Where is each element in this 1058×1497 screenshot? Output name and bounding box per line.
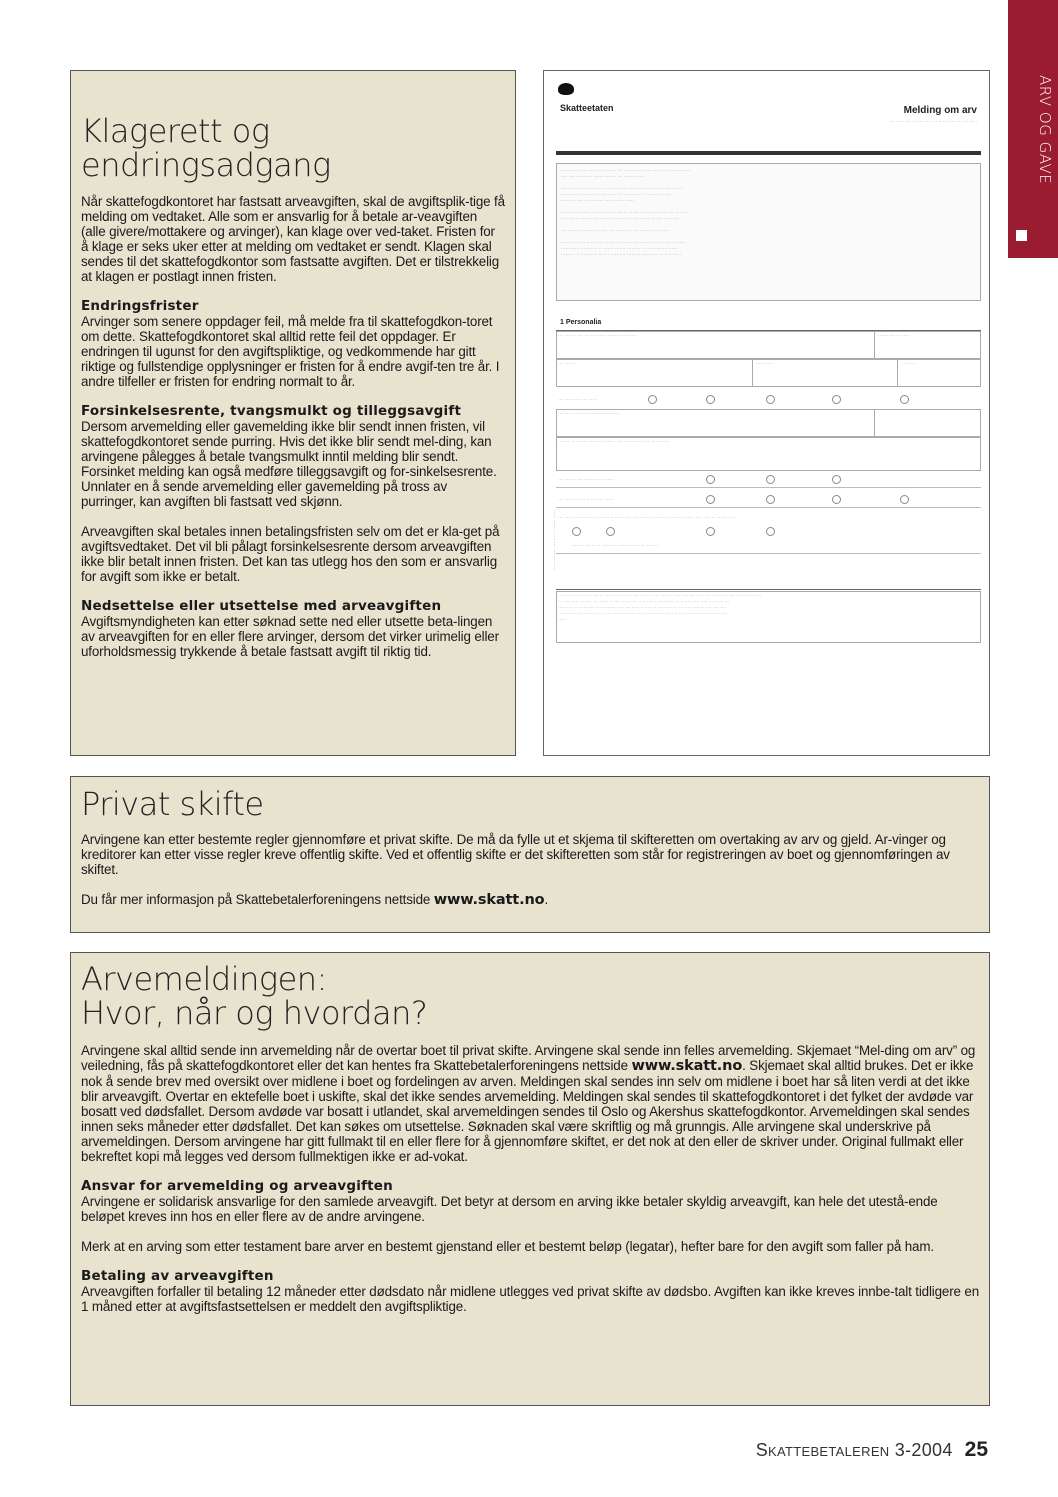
ansvar-heading: Ansvar for arvemelding og arveavgiften [81,1178,393,1195]
skatteetaten-logo-icon [558,83,574,95]
privat-skifte-paragraph: Arvingene kan etter bestemte regler gjennomføre et privat skifte. De må da fylle ut et skjema til skifteretten om overtaking av arv og gjeld. Ar-vinger og kreditorer kan etter visse regler kreve offentlig skifte. Ved et offentlig skifte er det skifteretten som står for registreringen av boet og gjennomføringen av skiftet. [81,831,950,877]
skatt-link-2[interactable]: www.skatt.no [631,1058,743,1075]
forsinkelsesrente-heading: Forsinkelsesrente, tvangsmulkt og tilleggsavgift [81,403,462,420]
form-title: Melding om arv [903,105,977,116]
privat-skifte-box [70,776,990,933]
section-tab-label: ARV OG GAVE [1036,75,1054,185]
forsinkelsesrente-text: Dersom arvemelding eller gavemelding ikke blir sendt innen fristen, vil skattefogdkontoret sende purring. Hvis det ikke blir sendt mel-ding, kan arvingene pålegges å betale tvangsmulkt inntil melding blir sendt. Forsinket melding kan også medføre tilleggsavgift og for-sinkelsesrente. Unnlater en å sende arvemelding eller gavemelding på tross av purringer, kan avgiften bli fastsatt ved skjønn. [81,419,497,510]
page-footer [756,1438,988,1462]
arvemeldingen-box [70,952,990,1406]
privat-skifte-heading: Privat skifte [81,785,264,823]
magazine-name: Skattebetaleren 3-2004 [755,1440,953,1460]
nedsettelse-text: Avgiftsmyndigheten kan etter søknad sette ned eller utsette beta-lingen av arveavgiften for en eller flere arvinger, dersom det virker urimelig eller uforholdsmessig trykkende å betale fastsatt avgift til riktig tid. [81,614,499,660]
form-instructions: ··········· ····· ······· ··· ······· ··· ·········· ·· ···· ······ ·· ········ ······· ···· ···· ····· ····· ······· ······· ··· ········ ····· ···· ······· ·· ··········· ·· ··· ·········· ····· ··· ··· ··· ····· ···· ······· ············ ··· ······ ·· ··········· ·· ····· ······ ·· ········ ·· ····· ······· ·· ···· ·· ········· ····· ······· ······ ········ ··· ······· ··· ·· ··· ····· ······· ······ ·· ········· ······ ··· ·· ····· ··· ····· ·· ········ ········ ·· ········ ·· ······ ······· ·· ···· ···· ····· ···· ······· ·· ········ · ···· ···· ····· ·· ·· ··· ······· ······ ····· ········· ··· ····· ·· ····· · ····· ·· ······· ···· ···· ··· ··· ·· ····· ··· ····· ············ ········ ·· ·· ······· ······· ········· ·· ······ ······· ······ ········· ·· ··········· ····· ·· ········· ····················· ······· ······ [556,163,981,301]
endringsfrister-text: Arvinger som senere oppdager feil, må melde fra til skattefogdkon-toret om dette. Skattefogdkontoret skal alltid rette feil det oppdager. Er endringen til ugunst for den avgiftspliktige, og vedkommende har gitt riktige og fullstendige opplysninger er fristen for å endre avgif-ten tre år. I andre tilfeller er fristen for endring normalt to år. [81,314,500,390]
klagerett-paragraph: Når skattefogdkontoret har fastsatt arveavgiften, skal de avgiftsplik-tige få melding om vedtaket. Alle som er ansvarlig for å betale ar-veavgiften (alle givere/mottakere og arvinger), kan klage over ved-taket. Fristen for å klage er seks uker etter at melding om vedtaket er sendt. Klagen skal sendes til det skattefogdkontor som fastsatte avgiften. Det er tilstrekkelig at klagen er postlagt innen fristen. [81,194,505,285]
page-number: 25 [964,1438,988,1461]
form-agency: Skatteetaten [560,103,614,113]
form-section: 1 Personalia [560,319,602,326]
tab-square-icon [1016,230,1027,241]
endringsfrister-heading: Endringsfrister [81,298,199,315]
betaling-heading: Betaling av arveavgiften [81,1268,274,1285]
ansvar-text: Arvingene er solidarisk ansvarlige for den samlede arveavgift. Det betyr at dersom en arving ikke betaler skyldig arveavgift, kan hele det utestå-ende beløpet kreves inn hos en eller flere av de andre arvingene. [81,1194,938,1225]
legatar-text: Merk at en arving som etter testament bare arver en bestemt gjenstand eller et bestemt beløp (legatar), hefter bare for den avgift som faller på ham. [81,1239,934,1255]
privat-skifte-info: Du får mer informasjon på Skattebetalerforeningens nettside www.skatt.no. [81,891,549,908]
form-image: Skatteetaten Melding om arv ··· ···· ····· ·· ···· ···· ·· ···· ···· ···· ·· ···· ····· ··········· ····· ······· ··· ······· ··· ·········· ·· ···· ······ ·· ········ ······· ···· ···· ····· ····· ······· ······· ··· ········ ····· ···· ······· ·· ··········· ·· ··· ·········· ····· ··· ··· ··· ····· ···· ······· ············ ··· ······ ·· ··········· ·· ····· ······ ·· ········ ·· ····· ······· ·· ···· ·· ········· ····· ······· ······ ········ ··· ······· ··· ·· ··· ····· ······· ······ ·· ········· ······ ··· ·· ····· ··· ····· ·· ········ ········ ·· ········ ·· ······ ······· ·· ···· ···· ····· ···· ······· ·· ········ · ···· ···· ····· ·· ·· ··· ······· ······ ····· ········· ··· ····· ·· ····· · ····· ·· ······· ···· ···· ··· ··· ·· ····· ··· ····· ············ ········ ·· ·· ······· ······· ········· ·· ······ ······· ······ ········· ·· ··········· ····· ·· ········· ····················· ······· ······ 1 Personalia ··· ········ ···· ··· ·········· ······· ··········· ··········· ··· ····· ···· ······· ······ ···· ········· ··· ··········· ···· ····· ··· ······ ·· ········ ·········· ······· ········ ·· ········ ········· ······· ···· ·············· ·· ··· ········ ··· ········ ············ ···· ······ ··· ······ ······· ·· ·· ····· ······ ··· ······ ······ ······· ··········· ······ ····· ··· ······· ·· ········ ·········· ····· ··· · ···· ··· ······ ·· ·· ········ ······· ·· ········· ··············· ·· ········· ·· ······ ··· ···· ···· ······ · ··· ··· ··· ····· ········ ·· · ··· ····· ·· ····· ···· ····· ···· ·· ········· ·· ·················· ·· · · ···· ····· ········ ··· ······ ·· ···· ·········· ······ ····· ··········· ·· ······· ····· ···· ·· ······· ··· ·········· ·· ·········· ·············· ···· ··· ····· ·· ····· ·· ········· ··· ··· ···· ····· ·· ···· ···· ···· ············ ········· ·· ··· ·· ··· ··············· ····· ······· ···· ····· ·· ·· ······· ····· ······ ········ ····· ·· ··········· ········· · ······· ······ [543,70,990,756]
form-rule [556,151,981,155]
skatt-link[interactable]: www.skatt.no [433,891,545,908]
betaling-text: Arveavgiften forfaller til betaling 12 måneder etter dødsdato når midlene utlegges ved privat skifte av dødsbo. Avgiften kan ikke kreves innbe-talt tidligere en 1 måned etter at avgiftsfastsettelsen er meddelt den avgiftspliktige. [81,1284,979,1315]
betalingsfrist-text: Arveavgiften skal betales innen betalingsfristen selv om det er kla-get på avgiftsvedtaket. Det vil bli pålagt forsinkelsesrente dersom arveavgiften ikke blir betalt innen fristen. Det kan tas utlegg hos den som er ansvarlig for avgift som ikke er betalt. [81,524,500,585]
nedsettelse-heading: Nedsettelse eller utsettelse med arveavgiften [81,598,442,615]
klagerett-heading: Klagerett og endringsadgang [81,112,331,184]
klagerett-box [70,70,516,756]
arvemeldingen-paragraph: Arvingene skal alltid sende inn arvemelding når de overtar boet til privat skifte. Arvingene skal sende inn felles arvemelding. Skjemaet “Mel-ding om arv” og veiledning, fås på skattefogdkontoret eller det kan hentes fra Skattebetalerforeningens nettside www.skatt.no. Skjemaet skal alltid brukes. Det er ikke nok å sende brev med oversikt over midlene i boet og fordelingen av arven. Meldingen skal sendes inn selv om midlene i boet har så liten verdi at det ikke blir arveavgift. Overtar en ektefelle boet i uskifte, skal det ikke sendes arvemelding. Meldingen skal sendes til skattefogdkontoret i det fylket der avdøde var bosatt ved dødsfallet. Dersom avdøde var bosatt i utlandet, skal arvemeldingen sendes til Oslo og Akershus skattefogdkontor. Arvemeldingen skal sendes innen seks måneder etter dødsfallet. Det kan søkes om utsettelse. Søknaden skal være skriftlig og må grunngis. Alle arvingene skal underskrive på arvemeldingen. Dersom arvingene har gitt fullmakt til en eller flere for å gjennomføre skiftet, er det nok at den eller de skriver under. Original fullmakt eller bekreftet kopi må legges ved dersom fullmektigen ikke er ad-vokat. [81,1043,976,1165]
arvemeldingen-heading: Arvemeldingen: Hvor, når og hvordan? [81,960,428,1032]
